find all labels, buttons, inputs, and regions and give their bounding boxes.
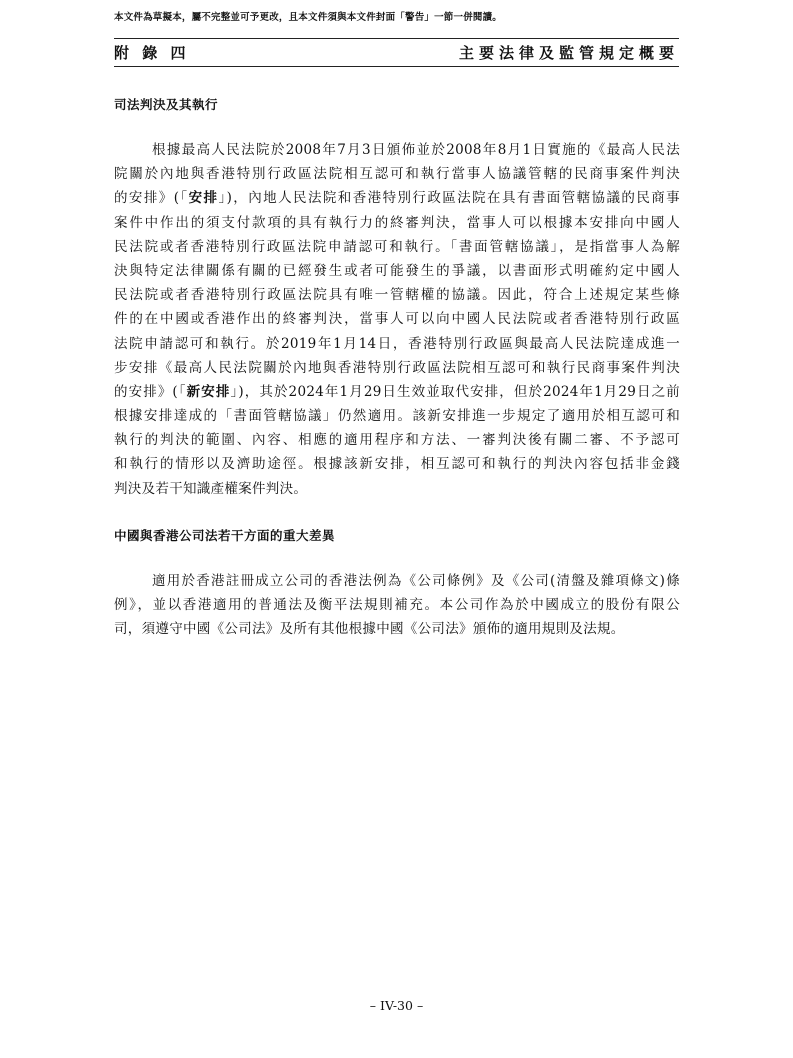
paragraph-judgments: [114, 138, 680, 501]
text-line: [114, 186, 680, 210]
appendix-title: 主要法律及監管規定概要: [458, 44, 679, 62]
text-segment: 」)，其於2024年1月29日生效並取代安排，但於2024年1月29日之前: [230, 383, 680, 400]
defined-term-new-arrangement: 新安排: [186, 383, 231, 400]
text-segment: 」)，內地人民法院和香港特別行政區法院在具有書面管轄協議的民商事: [218, 190, 680, 207]
section-heading-judgments: 司法判決及其執行: [114, 97, 219, 112]
text-line: 民法院或者香港特別行政區法院具有唯一管轄權的協議。因此，符合上述規定某些條: [114, 287, 680, 304]
paragraph-company-law: [114, 569, 680, 642]
text-line: 司，須遵守中國《公司法》及所有其他根據中國《公司法》頒佈的適用規則及法規。: [114, 621, 625, 638]
text-line: 步安排《最高人民法院關於內地與香港特別行政區法院相互認可和執行民商事案件判決: [114, 359, 680, 376]
defined-term-arrangement: 安排: [188, 190, 219, 207]
text-line: 適用於香港註冊成立公司的香港法例為《公司條例》及《公司(清盤及雜項條文)條: [152, 573, 680, 589]
text-line: 件的在中國或香港作出的終審判決，當事人可以向中國人民法院或者香港特別行政區: [114, 311, 680, 328]
text-line: 根據最高人民法院於2008年7月3日頒佈並於2008年8月1日實施的《最高人民法: [152, 142, 680, 158]
text-line: 和執行的情形以及濟助途徑。根據該新安排，相互認可和執行的判決內容包括非金錢: [114, 456, 680, 473]
section-heading-company-law: 中國與香港公司法若干方面的重大差異: [114, 528, 336, 543]
text-segment: 的安排》(「: [114, 383, 187, 400]
page-header: [114, 38, 679, 67]
text-line: 判決及若干知識產權案件判決。: [114, 480, 308, 497]
text-line: 案件中作出的須支付款項的具有執行力的終審判決，當事人可以根據本安排向中國人: [114, 214, 680, 231]
text-line: [114, 380, 680, 404]
appendix-label: 附 錄 四: [114, 44, 190, 62]
text-line: 決與特定法律關係有關的已經發生或者可能發生的爭議，以書面形式明確約定中國人: [114, 262, 680, 279]
text-line: 執行的判決的範圍、內容、相應的適用程序和方法、一審判決後有關二審、不予認可: [114, 432, 680, 449]
page-number: – IV-30 –: [369, 998, 424, 1013]
draft-disclaimer: 本文件為草擬本，屬不完整並可予更改，且本文件須與本文件封面「警告」一節一併閱讀。: [114, 12, 503, 23]
text-line: 院關於內地與香港特別行政區法院相互認可和執行當事人協議管轄的民商事案件判決: [114, 166, 680, 183]
text-line: 例》，並以香港適用的普通法及衡平法規則補充。本公司作為於中國成立的股份有限公: [114, 597, 680, 614]
text-line: 民法院或者香港特別行政區法院申請認可和執行。「書面管轄協議」，是指當事人為解: [114, 238, 680, 255]
text-line: 法院申請認可和執行。於2019年1月14日，香港特別行政區與最高人民法院達成進一: [114, 335, 680, 352]
text-line: 根據安排達成的「書面管轄協議」仍然適用。該新安排進一步規定了適用於相互認可和: [114, 408, 680, 425]
text-segment: 的安排》(「: [114, 190, 189, 207]
